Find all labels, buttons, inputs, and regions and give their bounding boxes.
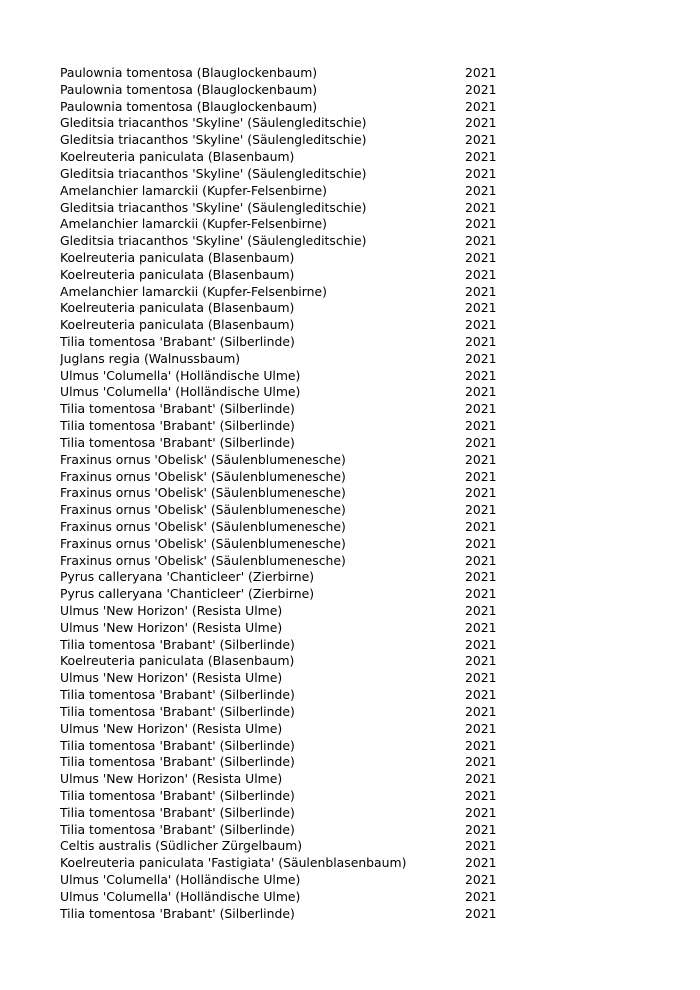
tree-species-cell: Tilia tomentosa 'Brabant' (Silberlinde) [60,687,295,703]
planting-year-cell: 2021 [465,199,497,215]
table-row [60,452,505,469]
planting-year-cell: 2021 [465,670,497,686]
tree-species-cell: Ulmus 'New Horizon' (Resista Ulme) [60,771,283,787]
table-row [60,553,505,570]
tree-species-cell: Tilia tomentosa 'Brabant' (Silberlinde) [60,418,295,434]
planting-year-cell: 2021 [465,149,497,165]
tree-species-cell: Koelreuteria paniculata (Blasenbaum) [60,149,295,165]
planting-year-cell: 2021 [465,552,497,568]
table-row [60,805,505,822]
table-row [60,536,505,553]
tree-species-cell: Tilia tomentosa 'Brabant' (Silberlinde) [60,754,295,770]
tree-species-cell: Koelreuteria paniculata (Blasenbaum) [60,300,295,316]
table-row [60,233,505,250]
tree-species-cell: Pyrus calleryana 'Chanticleer' (Zierbirne) [60,586,315,602]
table-row [60,754,505,771]
table-row [60,670,505,687]
tree-species-cell: Amelanchier lamarckii (Kupfer-Felsenbirne) [60,283,327,299]
tree-species-cell: Pyrus calleryana 'Chanticleer' (Zierbirne) [60,569,315,585]
table-row [60,637,505,654]
planting-year-cell: 2021 [465,233,497,249]
planting-year-cell: 2021 [465,384,497,400]
planting-year-cell: 2021 [465,468,497,484]
planting-year-cell: 2021 [465,266,497,282]
table-row [60,284,505,301]
tree-species-cell: Koelreuteria paniculata (Blasenbaum) [60,249,295,265]
table-row [60,267,505,284]
table-row [60,418,505,435]
tree-species-cell: Ulmus 'New Horizon' (Resista Ulme) [60,670,283,686]
table-row [60,300,505,317]
table-row [60,620,505,637]
table-row [60,334,505,351]
tree-species-cell: Paulownia tomentosa (Blauglockenbaum) [60,65,318,80]
tree-species-cell: Tilia tomentosa 'Brabant' (Silberlinde) [60,804,295,820]
table-row [60,368,505,385]
table-row [60,250,505,267]
tree-species-cell: Tilia tomentosa 'Brabant' (Silberlinde) [60,703,295,719]
planting-year-cell: 2021 [465,771,497,787]
planting-year-cell: 2021 [465,65,497,80]
planting-year-cell: 2021 [465,216,497,232]
tree-species-cell: Gleditsia triacanthos 'Skyline' (Säulengleditschie) [60,132,367,148]
planting-year-cell: 2021 [465,182,497,198]
planting-year-cell: 2021 [465,872,497,887]
tree-species-cell: Gleditsia triacanthos 'Skyline' (Säulengleditschie) [60,233,367,249]
tree-species-cell: Gleditsia triacanthos 'Skyline' (Säulengleditschie) [60,165,367,181]
planting-year-cell: 2021 [465,787,497,803]
planting-year-cell: 2021 [465,586,497,602]
tree-species-cell: Tilia tomentosa 'Brabant' (Silberlinde) [60,737,295,753]
tree-species-cell: Amelanchier lamarckii (Kupfer-Felsenbirne) [60,182,327,198]
planting-year-cell: 2021 [465,905,497,921]
table-row [60,200,505,217]
tree-species-cell: Tilia tomentosa 'Brabant' (Silberlinde) [60,334,295,349]
table-row [60,889,505,906]
planting-year-cell: 2021 [465,132,497,148]
planting-year-cell: 2021 [465,636,497,652]
planting-year-cell: 2021 [465,81,497,97]
tree-species-cell: Tilia tomentosa 'Brabant' (Silberlinde) [60,434,295,450]
table-row [60,384,505,401]
tree-species-cell: Fraxinus ornus 'Obelisk' (Säulenblumenesche) [60,468,346,484]
table-row [60,906,505,923]
planting-year-cell: 2021 [465,418,497,434]
planting-year-cell: 2021 [465,703,497,719]
table-row [60,822,505,839]
table-row [60,687,505,704]
tree-species-cell: Ulmus 'Columella' (Holländische Ulme) [60,872,301,887]
tree-species-cell: Paulownia tomentosa (Blauglockenbaum) [60,98,318,114]
planting-year-cell: 2021 [465,249,497,265]
table-row [60,166,505,183]
planting-year-cell: 2021 [465,653,497,669]
tree-list-table [60,65,505,922]
tree-species-cell: Fraxinus ornus 'Obelisk' (Säulenblumenesche) [60,518,346,534]
tree-species-cell: Fraxinus ornus 'Obelisk' (Säulenblumenesche) [60,552,346,568]
planting-year-cell: 2021 [465,720,497,736]
table-row [60,738,505,755]
table-row [60,653,505,670]
planting-year-cell: 2021 [465,485,497,501]
tree-species-cell: Koelreuteria paniculata 'Fastigiata' (Säulenblasenbaum) [60,855,407,871]
tree-species-cell: Ulmus 'Columella' (Holländische Ulme) [60,384,301,400]
tree-species-cell: Ulmus 'Columella' (Holländische Ulme) [60,888,301,904]
table-row [60,469,505,486]
planting-year-cell: 2021 [465,115,497,131]
tree-species-cell: Amelanchier lamarckii (Kupfer-Felsenbirne) [60,216,327,232]
planting-year-cell: 2021 [465,451,497,467]
tree-species-cell: Gleditsia triacanthos 'Skyline' (Säulengleditschie) [60,199,367,215]
tree-species-cell: Fraxinus ornus 'Obelisk' (Säulenblumenesche) [60,485,346,501]
planting-year-cell: 2021 [465,821,497,837]
planting-year-cell: 2021 [465,569,497,585]
table-row [60,65,505,82]
table-row [60,82,505,99]
tree-species-cell: Koelreuteria paniculata (Blasenbaum) [60,266,295,282]
table-row [60,149,505,166]
tree-species-cell: Tilia tomentosa 'Brabant' (Silberlinde) [60,905,295,921]
planting-year-cell: 2021 [465,855,497,871]
planting-year-cell: 2021 [465,838,497,854]
planting-year-cell: 2021 [465,888,497,904]
tree-species-cell: Tilia tomentosa 'Brabant' (Silberlinde) [60,787,295,803]
table-row [60,99,505,116]
planting-year-cell: 2021 [465,687,497,703]
tree-species-cell: Tilia tomentosa 'Brabant' (Silberlinde) [60,821,295,837]
tree-species-cell: Ulmus 'New Horizon' (Resista Ulme) [60,619,283,635]
planting-year-cell: 2021 [465,367,497,383]
table-row [60,502,505,519]
planting-year-cell: 2021 [465,350,497,366]
tree-species-cell: Ulmus 'New Horizon' (Resista Ulme) [60,720,283,736]
table-row [60,485,505,502]
planting-year-cell: 2021 [465,334,497,349]
planting-year-cell: 2021 [465,165,497,181]
tree-species-cell: Ulmus 'Columella' (Holländische Ulme) [60,367,301,383]
planting-year-cell: 2021 [465,603,497,618]
planting-year-cell: 2021 [465,300,497,316]
table-row [60,519,505,536]
planting-year-cell: 2021 [465,804,497,820]
table-row [60,569,505,586]
tree-list-body [60,65,505,922]
planting-year-cell: 2021 [465,98,497,114]
planting-year-cell: 2021 [465,518,497,534]
tree-species-cell: Ulmus 'New Horizon' (Resista Ulme) [60,603,283,618]
table-row [60,704,505,721]
planting-year-cell: 2021 [465,754,497,770]
planting-year-cell: 2021 [465,619,497,635]
planting-year-cell: 2021 [465,737,497,753]
table-row [60,216,505,233]
table-row [60,771,505,788]
table-row [60,788,505,805]
planting-year-cell: 2021 [465,317,497,333]
table-row [60,435,505,452]
table-row [60,183,505,200]
tree-species-cell: Fraxinus ornus 'Obelisk' (Säulenblumenesche) [60,535,346,551]
table-row [60,132,505,149]
tree-species-cell: Tilia tomentosa 'Brabant' (Silberlinde) [60,401,295,417]
planting-year-cell: 2021 [465,502,497,518]
tree-species-cell: Koelreuteria paniculata (Blasenbaum) [60,653,295,669]
tree-species-cell: Gleditsia triacanthos 'Skyline' (Säulengleditschie) [60,115,367,131]
table-row [60,351,505,368]
tree-species-cell: Juglans regia (Walnussbaum) [60,350,241,366]
table-row [60,838,505,855]
tree-species-cell: Tilia tomentosa 'Brabant' (Silberlinde) [60,636,295,652]
planting-year-cell: 2021 [465,434,497,450]
table-row [60,603,505,620]
table-row [60,317,505,334]
table-row [60,855,505,872]
tree-species-cell: Fraxinus ornus 'Obelisk' (Säulenblumenesche) [60,451,346,467]
table-row [60,872,505,889]
planting-year-cell: 2021 [465,535,497,551]
tree-species-cell: Paulownia tomentosa (Blauglockenbaum) [60,81,318,97]
table-row [60,721,505,738]
planting-year-cell: 2021 [465,283,497,299]
table-row [60,401,505,418]
tree-species-cell: Celtis australis (Südlicher Zürgelbaum) [60,838,303,854]
tree-species-cell: Fraxinus ornus 'Obelisk' (Säulenblumenesche) [60,502,346,518]
tree-species-cell: Koelreuteria paniculata (Blasenbaum) [60,317,295,333]
table-row [60,586,505,603]
table-row [60,115,505,132]
planting-year-cell: 2021 [465,401,497,417]
